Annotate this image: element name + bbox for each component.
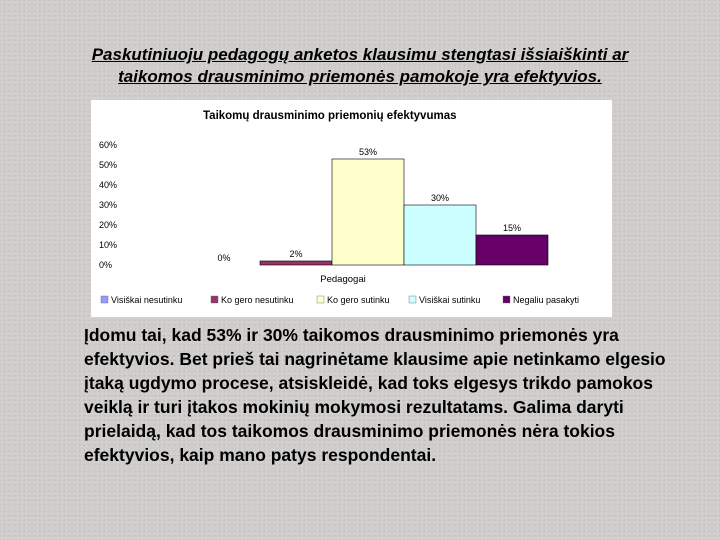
legend-label: Negaliu pasakyti	[513, 295, 580, 305]
data-label: 30%	[430, 193, 450, 203]
slide-heading	[20, 44, 700, 88]
legend-swatch	[317, 296, 324, 303]
y-tick-label: 0%	[99, 260, 113, 270]
y-tick-label: 40%	[99, 180, 118, 190]
legend-label: Ko gero nesutinku	[221, 295, 294, 305]
legend-label: Ko gero sutinku	[327, 295, 390, 305]
bar-5	[476, 235, 548, 265]
heading-line-1: Paskutiniuoju pedagogų anketos klausimu stengtasi išsiaiškinti ar	[91, 45, 629, 64]
chart-legend	[101, 295, 579, 305]
chart-title: Taikomų drausminimo priemonių efektyvumas	[203, 110, 457, 122]
legend-swatch	[101, 296, 108, 303]
y-tick-label: 50%	[99, 160, 118, 170]
x-category-label: Pedagogai	[320, 274, 366, 285]
legend-swatch	[211, 296, 218, 303]
heading-line-2: taikomos drausminimo priemonės pamokoje yra efektyvios.	[118, 67, 602, 86]
legend-label: Visiškai sutinku	[419, 295, 481, 305]
y-tick-label: 30%	[99, 200, 118, 210]
y-tick-label: 60%	[99, 140, 118, 150]
bars-group	[217, 147, 548, 265]
bar-3	[332, 159, 404, 265]
legend-label: Visiškai nesutinku	[111, 295, 183, 305]
bar-chart	[91, 100, 612, 317]
y-tick-label: 10%	[99, 240, 118, 250]
data-label: 15%	[502, 223, 522, 233]
bar-2	[260, 261, 332, 265]
data-label: 53%	[358, 147, 378, 157]
body-paragraph: Įdomu tai, kad 53% ir 30% taikomos drausminimo priemonės yra efektyvios. Bet prieš tai nagrinėtame klausime apie netinkamo elgesio įtaką ugdymo procese, atsiskleidė, kad toks elgesys trikdo pamokos veiklą ir turi įtakos mokinių mokymosi rezultatams. Galima daryti prielaidą, kad tos taikomos drausminimo priemonės nėra tokios efektyvios, kaip mano patys respondentai.	[84, 325, 666, 465]
y-axis-ticks	[99, 140, 117, 270]
data-label: 0%	[217, 253, 231, 263]
legend-swatch	[409, 296, 416, 303]
y-tick-label: 20%	[99, 220, 118, 230]
chart-area	[91, 100, 612, 317]
legend-swatch	[503, 296, 510, 303]
bar-4	[404, 205, 476, 265]
data-label: 2%	[289, 249, 303, 259]
